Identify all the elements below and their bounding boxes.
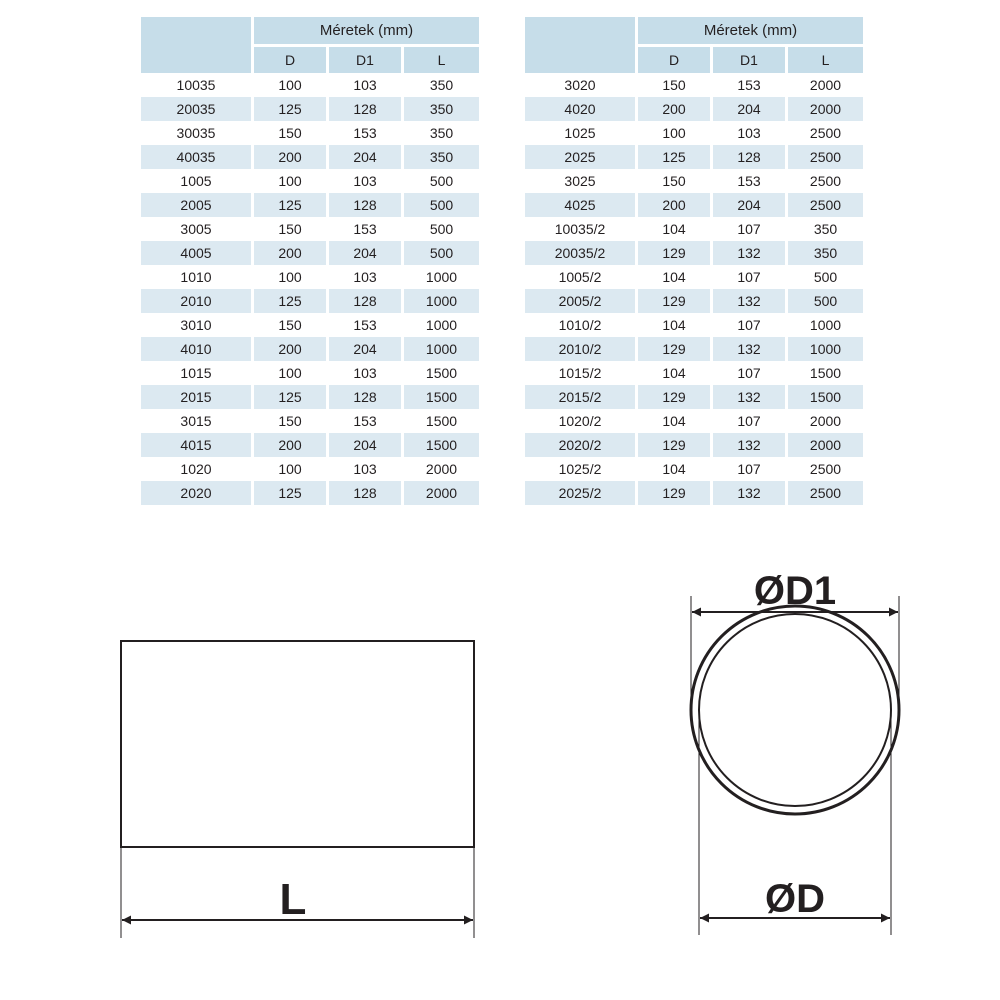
l-value-cell: 2500: [788, 145, 863, 169]
d-value-cell: 100: [254, 169, 329, 193]
d1-value-cell: 153: [329, 313, 404, 337]
table-row: [141, 409, 479, 433]
d-value-cell: 104: [638, 361, 713, 385]
table-row: [141, 481, 479, 505]
l-value-cell: 2000: [404, 481, 479, 505]
table-row: [525, 265, 863, 289]
d-value-cell: 150: [254, 121, 329, 145]
l-value-cell: 2000: [788, 433, 863, 457]
dimensions-group-header: Méretek (mm): [638, 17, 863, 47]
d-value-cell: 104: [638, 313, 713, 337]
d-value-cell: 100: [254, 457, 329, 481]
product-code-cell: 1020: [141, 457, 254, 481]
product-code-cell: 10035: [141, 73, 254, 97]
table-row: [525, 193, 863, 217]
column-header-d1: D1: [713, 47, 788, 73]
table-row: [525, 145, 863, 169]
column-header-d: D: [254, 47, 329, 73]
table-row: [141, 73, 479, 97]
l-value-cell: 500: [429, 221, 454, 237]
l-value-cell: 1000: [425, 317, 458, 333]
d-value-cell: 100: [254, 73, 329, 97]
outer-diameter-label: ØD1: [753, 569, 837, 613]
table-row: [141, 241, 479, 265]
d-value-cell: 129: [638, 433, 713, 457]
dimension-table-right: [525, 17, 863, 505]
d-value-cell: 129: [638, 289, 713, 313]
l-value-cell: 2500: [788, 481, 863, 505]
table-row: [525, 481, 863, 505]
product-code-cell: 2025: [525, 145, 638, 169]
l-value-cell: 500: [404, 241, 479, 265]
product-code-cell: 30035: [141, 121, 254, 145]
l-value-cell: 500: [429, 173, 454, 189]
table-row: [141, 337, 479, 361]
product-code-cell: 3015: [141, 409, 254, 433]
d1-value-cell: 107: [713, 361, 788, 385]
product-code-cell: 1005: [141, 169, 254, 193]
product-code-cell: 2020/2: [525, 433, 638, 457]
product-code-cell: 1025: [525, 121, 638, 145]
l-value-cell: 1000: [788, 337, 863, 361]
product-code-cell: 1015: [141, 361, 254, 385]
product-code-cell: 1010: [141, 265, 254, 289]
l-value-cell: 350: [404, 97, 479, 121]
l-value-cell: 1500: [788, 385, 863, 409]
l-value-cell: 500: [813, 269, 838, 285]
d-value-cell: 125: [254, 481, 329, 505]
table-row: [525, 241, 863, 265]
d1-value-cell: 132: [713, 481, 788, 505]
d1-value-cell: 103: [713, 121, 788, 145]
d1-value-cell: 153: [713, 73, 788, 97]
d-value-cell: 104: [638, 217, 713, 241]
table-row: [141, 145, 479, 169]
d-value-cell: 125: [638, 145, 713, 169]
d-value-cell: 104: [638, 409, 713, 433]
table-row: [141, 361, 479, 385]
d-value-cell: 129: [638, 337, 713, 361]
l-value-cell: 2500: [809, 125, 842, 141]
d1-value-cell: 128: [329, 97, 404, 121]
d1-value-cell: 103: [329, 169, 404, 193]
product-code-cell: 4005: [141, 241, 254, 265]
product-code-cell: 2015: [141, 385, 254, 409]
column-header-d1: D1: [329, 47, 404, 73]
l-value-cell: 1000: [404, 337, 479, 361]
d-value-cell: 125: [254, 193, 329, 217]
l-value-cell: 2000: [809, 413, 842, 429]
l-value-cell: 350: [788, 241, 863, 265]
l-value-cell: 2500: [788, 193, 863, 217]
l-value-cell: 2000: [809, 77, 842, 93]
d-value-cell: 200: [638, 97, 713, 121]
d1-value-cell: 132: [713, 241, 788, 265]
d1-value-cell: 153: [329, 409, 404, 433]
l-value-cell: 1500: [425, 365, 458, 381]
d1-value-cell: 204: [713, 97, 788, 121]
d1-value-cell: 107: [713, 265, 788, 289]
l-value-cell: 350: [429, 125, 454, 141]
d-value-cell: 104: [638, 265, 713, 289]
product-code-cell: 2010: [141, 289, 254, 313]
l-value-cell: 1500: [425, 413, 458, 429]
l-value-cell: 350: [813, 221, 838, 237]
d1-value-cell: 204: [329, 145, 404, 169]
d-value-cell: 200: [254, 145, 329, 169]
table-row: [525, 217, 863, 241]
l-value-cell: 1500: [404, 385, 479, 409]
d-value-cell: 104: [638, 457, 713, 481]
dimension-table-left: [141, 17, 479, 505]
table-row: [525, 385, 863, 409]
d-value-cell: 150: [254, 313, 329, 337]
table-row: [141, 385, 479, 409]
inner-diameter-label: ØD: [765, 877, 825, 921]
table-row: [525, 457, 863, 481]
code-column-header: [525, 17, 638, 73]
table-row: [525, 433, 863, 457]
product-code-cell: 2015/2: [525, 385, 638, 409]
d1-value-cell: 204: [329, 337, 404, 361]
outer-ring-circle: [691, 606, 899, 814]
product-code-cell: 2010/2: [525, 337, 638, 361]
d-value-cell: 125: [254, 289, 329, 313]
d-value-cell: 200: [254, 241, 329, 265]
d1-value-cell: 103: [329, 457, 404, 481]
table-row: [141, 121, 479, 145]
d1-value-cell: 128: [329, 385, 404, 409]
table-row: [141, 193, 479, 217]
table-row: [141, 433, 479, 457]
l-value-cell: 500: [788, 289, 863, 313]
product-code-cell: 1020/2: [525, 409, 638, 433]
d-value-cell: 150: [254, 217, 329, 241]
d1-value-cell: 128: [329, 193, 404, 217]
l-value-cell: 2500: [809, 173, 842, 189]
d1-value-cell: 204: [329, 241, 404, 265]
d1-value-cell: 107: [713, 313, 788, 337]
column-header-l: L: [404, 47, 479, 73]
product-code-cell: 4020: [525, 97, 638, 121]
d1-value-cell: 132: [713, 433, 788, 457]
d1-value-cell: 107: [713, 217, 788, 241]
product-code-cell: 2025/2: [525, 481, 638, 505]
table-row: [525, 121, 863, 145]
dimensions-group-header: Méretek (mm): [254, 17, 479, 47]
d1-value-cell: 128: [329, 481, 404, 505]
product-code-cell: 3010: [141, 313, 254, 337]
d1-value-cell: 153: [329, 217, 404, 241]
table-row: [525, 97, 863, 121]
product-code-cell: 3005: [141, 217, 254, 241]
product-code-cell: 2005: [141, 193, 254, 217]
table-row: [525, 289, 863, 313]
d1-value-cell: 132: [713, 337, 788, 361]
table-row: [525, 409, 863, 433]
d-value-cell: 125: [254, 97, 329, 121]
l-value-cell: 1500: [404, 433, 479, 457]
d-value-cell: 200: [254, 337, 329, 361]
product-code-cell: 4025: [525, 193, 638, 217]
length-label: L: [279, 875, 307, 924]
product-code-cell: 3025: [525, 169, 638, 193]
d-value-cell: 200: [638, 193, 713, 217]
d-value-cell: 125: [254, 385, 329, 409]
product-code-cell: 1025/2: [525, 457, 638, 481]
table-row: [525, 73, 863, 97]
l-value-cell: 350: [429, 77, 454, 93]
product-code-cell: 1015/2: [525, 361, 638, 385]
d1-value-cell: 128: [329, 289, 404, 313]
product-code-cell: 20035: [141, 97, 254, 121]
d1-value-cell: 128: [713, 145, 788, 169]
table-row: [141, 265, 479, 289]
product-code-cell: 3020: [525, 73, 638, 97]
table-row: [141, 169, 479, 193]
d1-value-cell: 153: [713, 169, 788, 193]
l-value-cell: 1000: [425, 269, 458, 285]
product-code-cell: 1010/2: [525, 313, 638, 337]
table-row: [141, 457, 479, 481]
d1-value-cell: 103: [329, 265, 404, 289]
column-header-d: D: [638, 47, 713, 73]
d-value-cell: 129: [638, 241, 713, 265]
l-value-cell: 2000: [425, 461, 458, 477]
l-value-cell: 1000: [404, 289, 479, 313]
d1-value-cell: 204: [329, 433, 404, 457]
product-code-cell: 2020: [141, 481, 254, 505]
l-value-cell: 350: [404, 145, 479, 169]
code-column-header: [141, 17, 254, 73]
table-row: [141, 217, 479, 241]
l-value-cell: 2500: [809, 461, 842, 477]
table-row: [525, 337, 863, 361]
d-value-cell: 150: [254, 409, 329, 433]
d-value-cell: 150: [638, 169, 713, 193]
l-value-cell: 500: [404, 193, 479, 217]
d1-value-cell: 103: [329, 361, 404, 385]
pipe-side-view: [121, 641, 474, 847]
table-row: [525, 313, 863, 337]
product-code-cell: 1005/2: [525, 265, 638, 289]
column-header-l: L: [788, 47, 863, 73]
d-value-cell: 200: [254, 433, 329, 457]
table-row: [141, 97, 479, 121]
table-row: [525, 361, 863, 385]
product-code-cell: 4015: [141, 433, 254, 457]
l-value-cell: 1000: [809, 317, 842, 333]
d-value-cell: 150: [638, 73, 713, 97]
l-value-cell: 1500: [809, 365, 842, 381]
product-code-cell: 40035: [141, 145, 254, 169]
product-code-cell: 4010: [141, 337, 254, 361]
d1-value-cell: 107: [713, 457, 788, 481]
d-value-cell: 100: [254, 265, 329, 289]
product-code-cell: 10035/2: [525, 217, 638, 241]
d1-value-cell: 153: [329, 121, 404, 145]
inner-ring-circle: [699, 614, 891, 806]
product-code-cell: 2005/2: [525, 289, 638, 313]
d1-value-cell: 132: [713, 289, 788, 313]
d-value-cell: 129: [638, 385, 713, 409]
d1-value-cell: 204: [713, 193, 788, 217]
d-value-cell: 100: [638, 121, 713, 145]
d1-value-cell: 132: [713, 385, 788, 409]
table-row: [141, 289, 479, 313]
product-code-cell: 20035/2: [525, 241, 638, 265]
d-value-cell: 100: [254, 361, 329, 385]
d-value-cell: 129: [638, 481, 713, 505]
d1-value-cell: 103: [329, 73, 404, 97]
technical-drawing: [0, 520, 1000, 1000]
table-row: [141, 313, 479, 337]
l-value-cell: 2000: [788, 97, 863, 121]
table-row: [525, 169, 863, 193]
d1-value-cell: 107: [713, 409, 788, 433]
